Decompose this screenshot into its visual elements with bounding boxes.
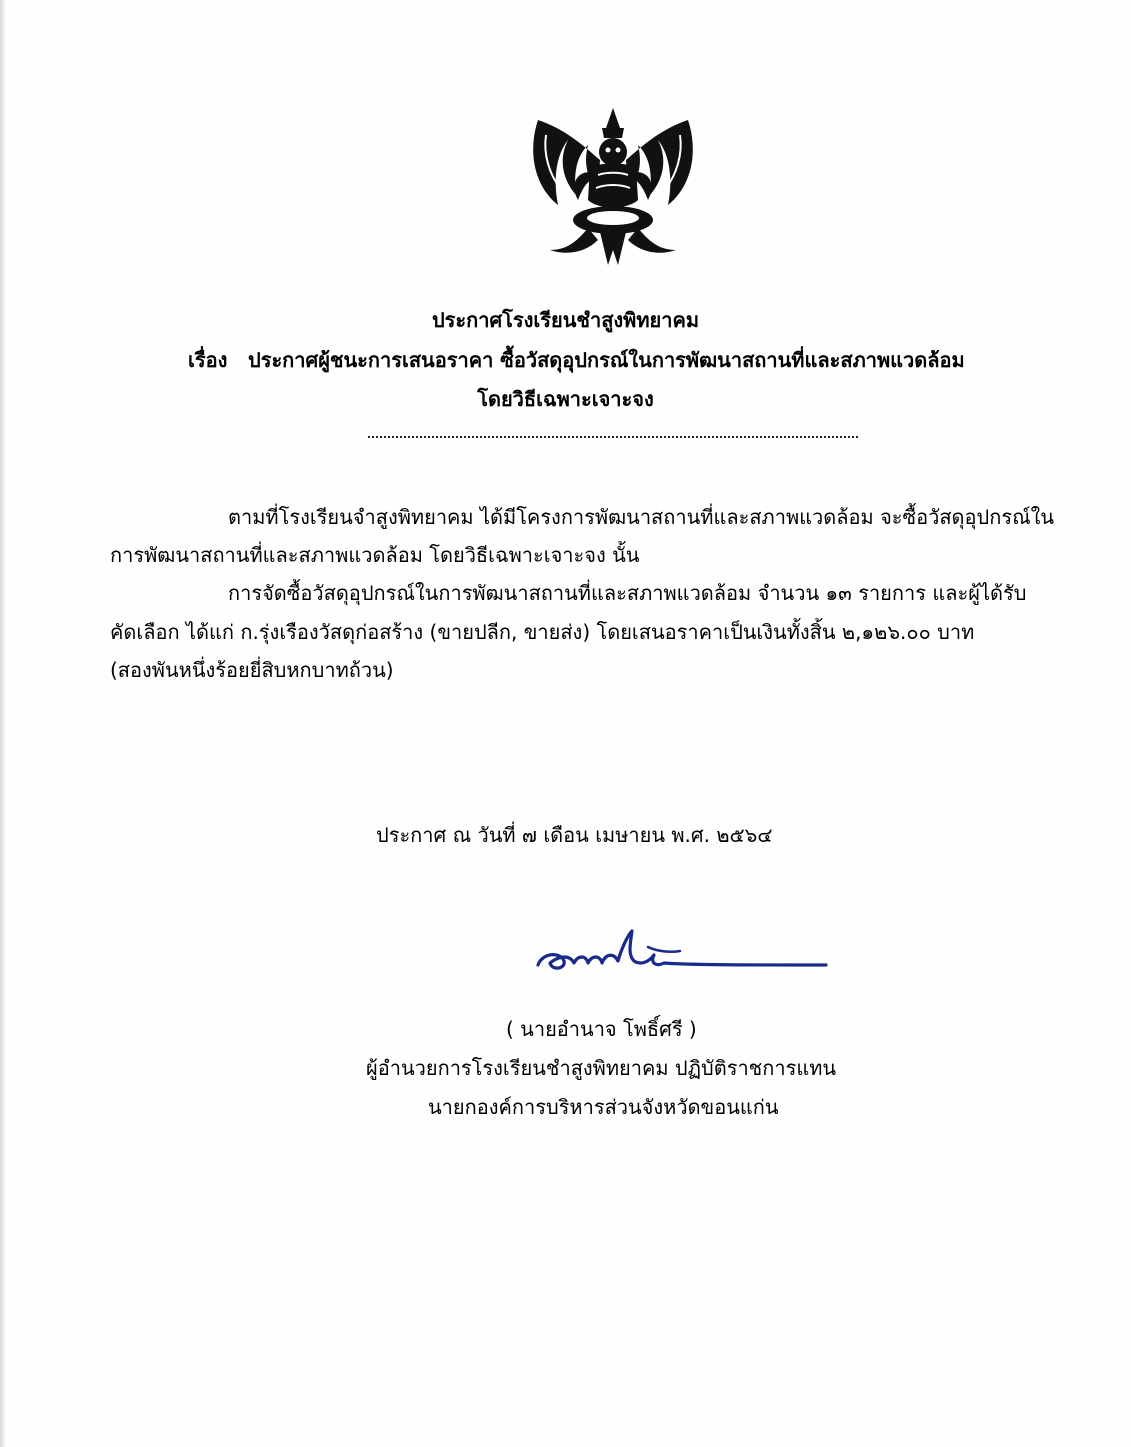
handwritten-signature	[530, 925, 830, 980]
signatory-on-behalf: นายกองค์การบริหารส่วนจังหวัดขอนแก่น	[428, 1095, 779, 1119]
subject-text: ประกาศผู้ชนะการเสนอราคา ซื้อวัสดุอุปกรณ์ในการพัฒนาสถานที่และสภาพแวดล้อม	[248, 348, 965, 372]
paragraph-2-line-3: (สองพันหนึ่งร้อยยี่สิบหกบาทถ้วน)	[110, 658, 394, 682]
announcement-date: ประกาศ ณ วันที่ ๗ เดือน เมษายน พ.ศ. ๒๕๖๔	[376, 823, 773, 847]
paragraph-2-line-1: การจัดซื้อวัสดุอุปกรณ์ในการพัฒนาสถานที่และสภาพแวดล้อม จำนวน ๑๓ รายการ และผู้ได้รับ	[228, 581, 1027, 605]
signatory-name: ( นายอำนาจ โพธิ์ศรี )	[506, 1017, 697, 1041]
paragraph-1-line-1: ตามที่โรงเรียนจำสูงพิทยาคม ได้มีโครงการพัฒนาสถานที่และสภาพแวดล้อม จะซื้อวัสดุอุปกรณ์ใน	[228, 505, 1055, 529]
paragraph-2-line-2: คัดเลือก ได้แก่ ก.รุ่งเรืองวัสดุก่อสร้าง (ขายปลีก, ขายส่ง) โดยเสนอราคาเป็นเงินทั้งสิ้น ๒,๑๒๖.๐๐ บาท	[110, 620, 975, 644]
dotted-divider	[368, 436, 858, 438]
signatory-position: ผู้อำนวยการโรงเรียนชำสูงพิทยาคม ปฏิบัติราชการแทน	[366, 1056, 837, 1080]
garuda-emblem-icon	[528, 100, 698, 275]
announcement-title: ประกาศโรงเรียนชำสูงพิทยาคม	[431, 308, 700, 332]
page-edge-shadow	[0, 0, 6, 1447]
procurement-method: โดยวิธีเฉพาะเจาะจง	[477, 387, 654, 411]
subject-label: เรื่อง	[188, 348, 228, 372]
paragraph-1-line-2: การพัฒนาสถานที่และสภาพแวดล้อม โดยวิธีเฉพาะเจาะจง นั้น	[110, 543, 640, 567]
